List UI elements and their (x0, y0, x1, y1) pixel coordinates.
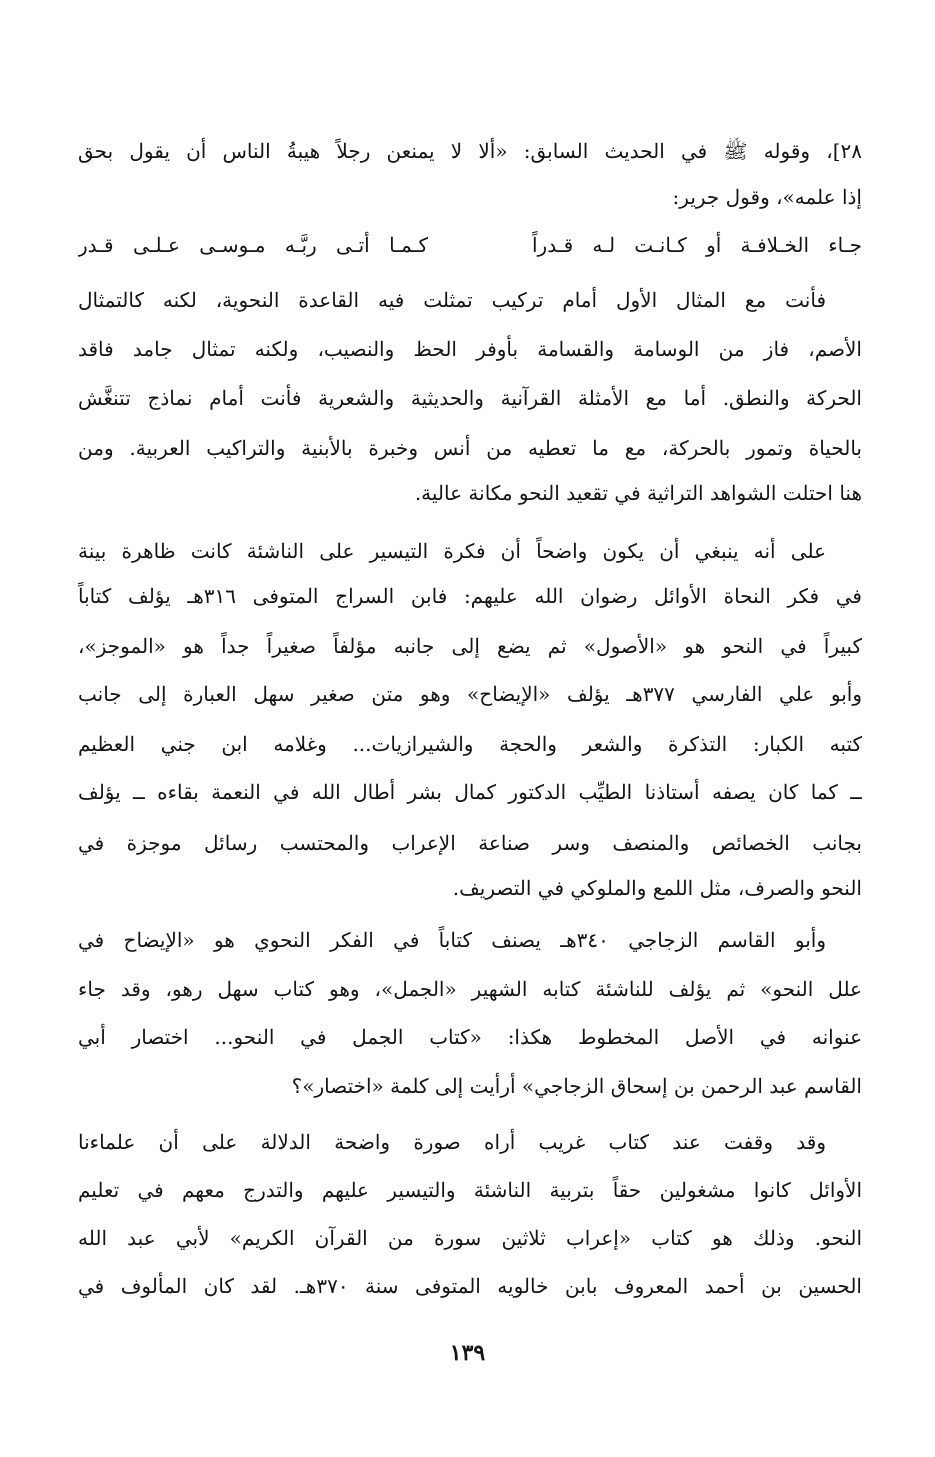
text-line: كبيراً في النحو هو «الأصول» ثم يضع إلى جانبه مؤلفاً صغيراً جداً هو «الموجز»، (78, 634, 862, 658)
text-line: بجانب الخصائص والمنصف وسر صناعة الإعراب والمحتسب رسائل موجزة في (78, 831, 862, 855)
text-line: النحو والصرف، مثل اللمع والملوكي في التصريف. (452, 876, 862, 900)
text-line: كتبه الكبار: التذكرة والشعر والحجة والشيرازيات... وغلامه ابن جني العظيم (78, 732, 862, 756)
text-line: إذا علمه»، وقول جرير: (672, 185, 862, 209)
text-line: على أنه ينبغي أن يكون واضحاً أن فكرة التيسير على الناشئة كانت ظاهرة بينة (78, 539, 827, 563)
poetry-verse (78, 225, 862, 265)
text-line: الأصم، فاز من الوسامة والقسامة بأوفر الحظ والنصيب، ولكنه تمثال جامد فاقد (78, 337, 862, 361)
text-line: الحسين بن أحمد المعروف بابن خالويه المتوفى سنة ٣٧٠هـ. لقد كان المألوف في (78, 1274, 862, 1298)
text-line: وقد وقفت عند كتاب غريب أراه صورة واضحة الدلالة على أن علماءنا (78, 1130, 826, 1154)
text-line: ــ كما كان يصفه أستاذنا الطيِّب الدكتور كمال بشر أطال الله في النعمة بقاءه ــ يؤلف (78, 780, 862, 804)
text-line: في فكر النحاة الأوائل رضوان الله عليهم: فابن السراج المتوفى ٣١٦هـ يؤلف كتاباً (78, 584, 862, 608)
text-line: القاسم عبد الرحمن بن إسحاق الزجاجي» أرأيت إلى كلمة «اختصار»؟ (291, 1074, 862, 1098)
verse-second-hemistich: كـمـا أتـى ربَّـه مـوسـى عـلـى قـدر (78, 233, 428, 257)
page-number: ١٣٩ (449, 1340, 486, 1366)
text-line: وأبو القاسم الزجاجي ٣٤٠هـ يصنف كتاباً في الفكر النحوي هو «الإيضاح في (78, 928, 827, 952)
text-line: وأبو علي الفارسي ٣٧٧هـ يؤلف «الإيضاح» وهو متن صغير سهل العبارة إلى جانب (78, 682, 862, 706)
text-line: الحركة والنطق. أما مع الأمثلة القرآنية والحديثية والشعرية فأنت أمام نماذج تتنغَّش (78, 386, 862, 410)
verse-first-hemistich: جـاء الخـلافـة أو كـانـت لـه قـدراً (532, 233, 862, 257)
text-line: النحو. وذلك هو كتاب «إعراب ثلاثين سورة من القرآن الكريم» لأبي عبد الله (78, 1226, 862, 1250)
text-line: الأوائل كانوا مشغولين حقاً بتربية الناشئة والتيسير عليهم والتدرج معهم في تعليم (78, 1178, 862, 1202)
text-line: عنوانه في الأصل المخطوط هكذا: «كتاب الجمل في النحو... اختصار أبي (78, 1025, 862, 1049)
text-line: بالحياة وتمور بالحركة، مع ما تعطيه من أنس وخبرة بالأبنية والتراكيب العربية. ومن (78, 436, 862, 460)
text-line: فأنت مع المثال الأول أمام تركيب تمثلت فيه القاعدة النحوية، لكنه كالتمثال (78, 288, 827, 312)
text-line: ٢٨]، وقوله ﷺ في الحديث السابق: «ألا لا يمنعن رجلاً هيبةُ الناس أن يقول بحق (78, 139, 862, 163)
text-line: هنا احتلت الشواهد التراثية في تقعيد النحو مكانة عالية. (414, 481, 862, 505)
text-line: علل النحو» ثم يؤلف للناشئة كتابه الشهير «الجمل»، وهو كتاب سهل رهو، وقد جاء (78, 977, 862, 1001)
